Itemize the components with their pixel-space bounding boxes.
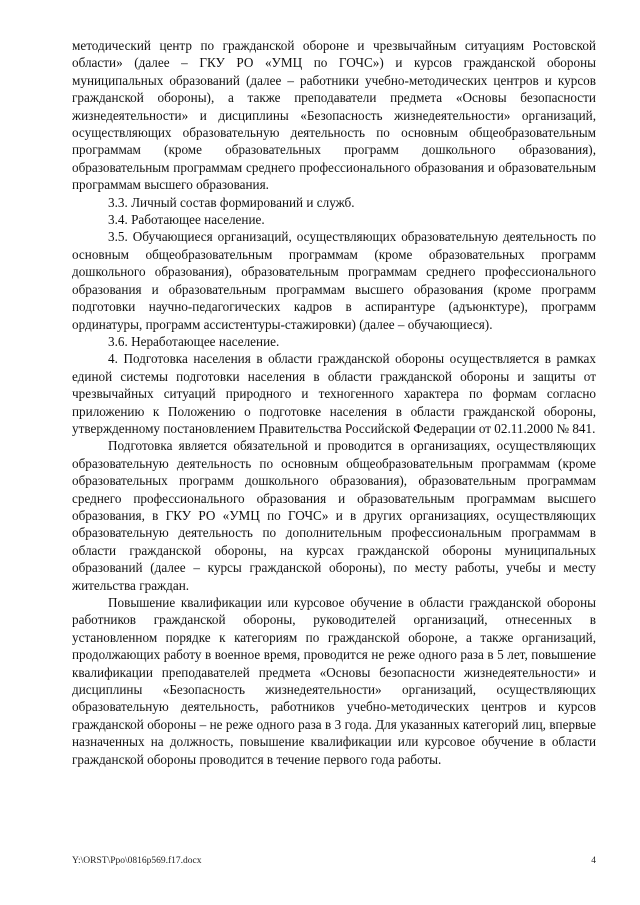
document-body xyxy=(72,37,596,768)
page-footer xyxy=(72,854,596,868)
paragraph-4: 4. Подготовка населения в области гражданской обороны осуществляется в рамках единой системы подготовки населения в области гражданской обороны и защиты от чрезвычайных ситуаций природного и техногенного характера по формам согласно приложению к Положению о подготовке населения в области гражданской обороны, утвержденному постановлением Правительства Российской Федерации от 02.11.2000 № 841. xyxy=(72,351,596,436)
paragraph-training-mandatory: Подготовка является обязательной и проводится в организациях, осуществляющих образовательную деятельность по основным общеобразовательным программам (кроме образовательных программ дошкольного образования), образовательным программам среднего профессионального образования и образовательным программам высшего образования, в ГКУ РО «УМЦ по ГОЧС» и в других организациях, осуществляющих образовательную деятельность по дополнительным профессиональным программам в области гражданской обороны, на курсах гражданской обороны муниципальных образований (далее – курсы гражданской обороны), по месту работы, учебы и месту жительства граждан. xyxy=(72,438,596,593)
footer-file-path: Y:\ORST\Ppo\0816p569.f17.docx xyxy=(72,856,202,866)
paragraph-3-5: 3.5. Обучающиеся организаций, осуществляющих образовательную деятельность по основным общеобразовательным программам (кроме образовательных программ дошкольного образования), образовательным программам среднего профессионального образования и образовательным программам высшего образования (кроме программ подготовки научно-педагогических кадров в аспирантуре (адъюнктуре), программ ординатуры, программ ассистентуры-стажировки) (далее – обучающиеся). xyxy=(72,229,596,332)
paragraph-3-6: 3.6. Неработающее население. xyxy=(108,333,280,349)
page-number: 4 xyxy=(591,856,596,866)
paragraph-qualification: Повышение квалификации или курсовое обучение в области гражданской обороны работников гражданской обороны, руководителей организаций, отнесенных в установленном порядке к категориям по гражданской обороне, а также организаций, продолжающих работу в военное время, проводится не реже одного раза в 5 лет, повышение квалификации преподавателей предмета «Основы безопасности жизнедеятельности» и дисциплины «Безопасность жизнедеятельности» организаций, осуществляющих образовательную деятельность, работников учебно-методических центров и курсов гражданской обороны – не реже одного раза в 3 года. Для указанных категорий лиц, впервые назначенных на должность, повышение квалификации или курсовое обучение в области гражданской обороны проводится в течение первого года работы. xyxy=(72,595,596,767)
paragraph-3-4: 3.4. Работающее население. xyxy=(108,212,265,228)
paragraph-continuation: методический центр по гражданской обороне и чрезвычайным ситуациям Ростовской области» (далее – ГКУ РО «УМЦ по ГОЧС») и курсов гражданской обороны муниципальных образований (далее – работники учебно-методических центров и курсов гражданской обороны), а также преподаватели предмета «Основы безопасности жизнедеятельности» и дисциплины «Безопасность жизнедеятельности» организаций, осуществляющих образовательную деятельность по основным общеобразовательным программам (кроме образовательных программ дошкольного образования), образовательным программам среднего профессионального образования и образовательным программам высшего образования. xyxy=(72,38,596,193)
paragraph-3-3: 3.3. Личный состав формирований и служб. xyxy=(108,194,355,210)
